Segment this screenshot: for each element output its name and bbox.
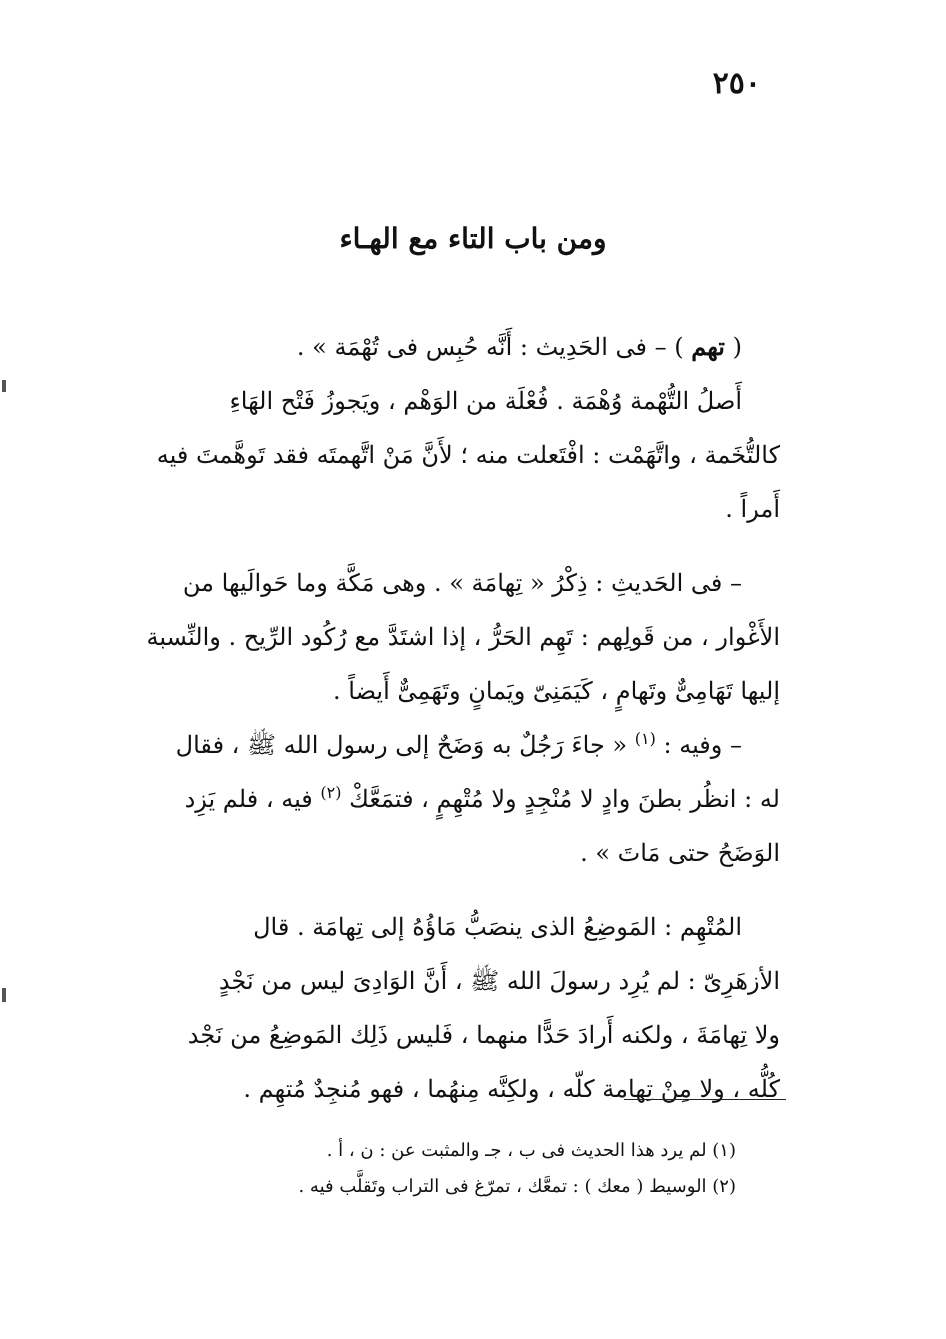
scan-edge-mark bbox=[2, 380, 6, 392]
line-segment: له : انظُر بطنَ وادٍ لا مُنْجِدٍ ولا مُتْهِمٍ ، فتمَعَّكْ bbox=[349, 785, 780, 813]
scan-edge-mark bbox=[2, 988, 6, 1002]
body-line bbox=[108, 718, 780, 772]
footnote-ref-1[interactable]: (١) bbox=[634, 729, 656, 748]
body-line: أَمراً . bbox=[725, 495, 780, 523]
headword-rest: ) – فى الحَدِيث : أَنَّه حُبِس فى تُهْمَة » . bbox=[296, 333, 684, 361]
body-text bbox=[108, 320, 780, 1116]
body-line: الوَضَحُ حتى مَاتَ » . bbox=[580, 839, 780, 867]
body-line bbox=[108, 772, 780, 826]
body-line: كُلُّه ، ولا مِنْ تِهامة كلّه ، ولكِنَّه مِنهُما ، فهو مُنجِدٌ مُتهِم . bbox=[243, 1075, 780, 1103]
footnotes bbox=[176, 1133, 736, 1205]
entry-headword-line bbox=[108, 320, 780, 374]
line-segment: – وفيه : bbox=[663, 731, 742, 759]
body-line: إليها تَهَامِىٌّ وتَهامٍ ، كَيَمَنِىّ ويَمانٍ وتَهَمِىٌّ أَيضاً . bbox=[333, 677, 780, 705]
headword: تهم bbox=[691, 332, 725, 361]
body-line: كالتُّخَمة ، واتَّهَمْت : افْتَعلت منه ؛ لأَنَّ مَنْ اتَّهمتَه فقد تَوهَّمتَ فيه bbox=[156, 441, 780, 469]
chapter-heading: ومن باب التاء مع الهـاء bbox=[339, 222, 607, 255]
body-line: الأزهَرِىّ : لم يُرِد رسولَ الله ﷺ ، أَنَّ الوَادِىَ ليس من نَجْدٍ bbox=[218, 967, 780, 995]
body-line: المُتْهِم : المَوضِعُ الذى ينصَبُّ مَاؤُهُ إلى تِهامَة . قال bbox=[253, 913, 742, 941]
line-segment: فيه ، فلم يَزِد bbox=[184, 785, 313, 813]
line-segment: « جاءَ رَجُلٌ به وَضَحٌ إلى رسول الله ﷺ ، فقال bbox=[175, 731, 628, 759]
page-number: ٢٥٠ bbox=[712, 66, 761, 101]
body-line: أَصلُ التُّهْمة وُهْمَة . فُعْلَة من الوَهْم ، ويَجوزُ فَتْح الهَاءِ bbox=[229, 387, 742, 415]
body-line: الأَغْوار ، من قَولِهم : تَهِم الحَرُّ ، إذا اشتَدَّ مع رُكُود الرِّيح . والنِّسبة bbox=[146, 623, 780, 651]
body-line: ولا تِهامَةَ ، ولكنه أَرادَ حَدًّا منهما ، فَليس ذَلِك المَوضِعُ من نَجْد bbox=[187, 1021, 780, 1049]
footnote-1: (١) لم يرد هذا الحديث فى ب ، جـ والمثبت عن : ن ، أ . bbox=[326, 1140, 736, 1161]
headword-open-paren: ( bbox=[732, 333, 742, 361]
footnote-separator bbox=[624, 1099, 786, 1100]
footnote-ref-2[interactable]: (٢) bbox=[320, 783, 342, 802]
body-line: – فى الحَديثِ : ذِكْرُ « تِهامَة » . وهى مَكَّة وما حَوالَيها من bbox=[182, 569, 742, 597]
footnote-2: (٢) الوسيط ( معك ) : تمعَّك ، تمرّغ فى التراب وتَقلَّب فيه . bbox=[298, 1176, 736, 1197]
